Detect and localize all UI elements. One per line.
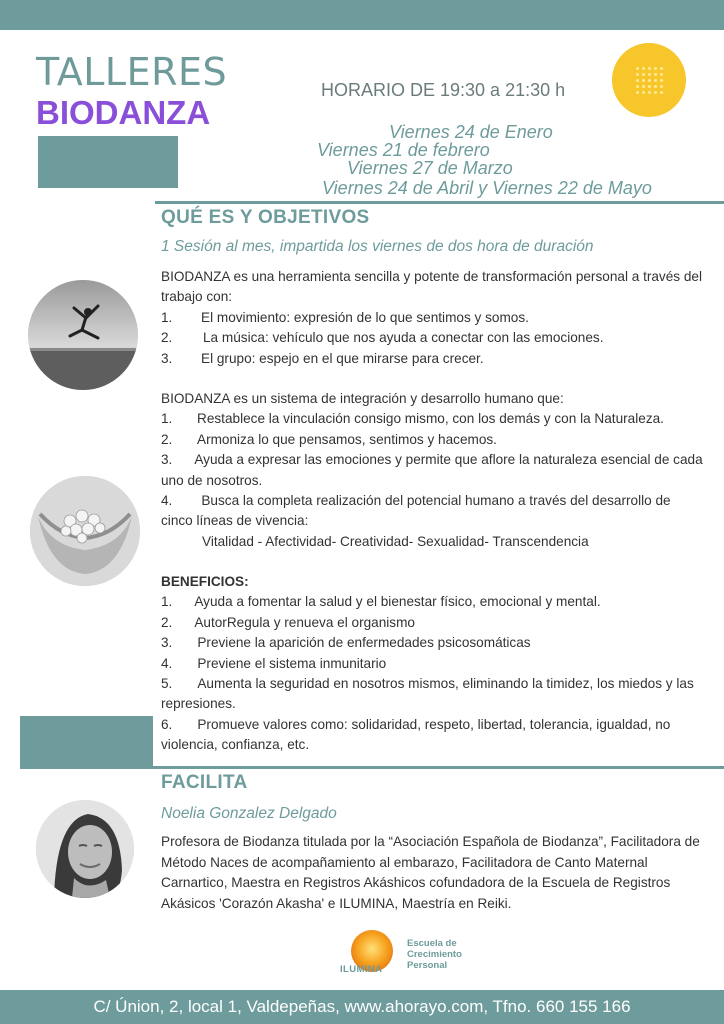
beneficios-heading: BENEFICIOS: (161, 574, 249, 589)
list-text: La música: vehículo que nos ayuda a conectar con las emociones. (203, 330, 604, 346)
list-item (161, 715, 706, 756)
list-number: 3. (161, 350, 173, 366)
date-4: Viernes 24 de Abril y Viernes 22 de Mayo (322, 178, 652, 198)
list-text: Ayuda a expresar las emociones y permite que aflore la naturaleza esencial de cada uno de nosotros. (161, 452, 703, 488)
date-2: Viernes 21 de febrero (317, 140, 490, 160)
list-number: 6. (161, 716, 173, 732)
schedule-hours: HORARIO DE 19:30 a 21:30 h (321, 80, 566, 100)
logo-tagline (407, 938, 462, 971)
list-item (161, 349, 706, 369)
list-text: Previene el sistema inmunitario (197, 655, 387, 671)
hands-flowers-photo (30, 476, 140, 586)
list-text: Busca la completa realización del potencial humano a través del desarrollo de cinco líneas de vivencia: (161, 493, 671, 529)
list-item (161, 674, 706, 715)
footer-address: C/ Únion, 2, local 1, Valdepeñas, www.ahorayo.com, Tfno. 660 155 166 (93, 997, 631, 1016)
list-number: 1. (161, 309, 173, 325)
list-number: 2. (161, 330, 173, 346)
logo-tagline-line: Personal (407, 960, 448, 971)
list-text: El grupo: espejo en el que mirarse para crecer. (201, 350, 484, 366)
list-text: El movimiento: expresión de lo que sentimos y somos. (201, 309, 529, 325)
list-item (161, 491, 706, 532)
list-number: 3. (161, 635, 173, 651)
list-text: Armoniza lo que pensamos, sentimos y hacemos. (197, 431, 497, 447)
list-item (161, 430, 706, 450)
beneficios-section (161, 572, 706, 756)
intro2-paragraph: BIODANZA es un sistema de integración y desarrollo humano que: (161, 391, 564, 407)
facilitator-portrait (36, 800, 134, 898)
intro-paragraph: BIODANZA es una herramienta sencilla y potente de transformación personal a través del trabajo con: (161, 269, 703, 305)
logo-wordmark: ILUMINA (340, 964, 383, 975)
list-text: Ayuda a fomentar la salud y el bienestar físico, emocional y mental. (194, 594, 601, 610)
list-item (161, 328, 706, 348)
list-item (161, 633, 706, 653)
decorative-block (20, 716, 153, 768)
section-divider (155, 201, 724, 204)
list-number: 4. (161, 655, 173, 671)
list-text: Aumenta la seguridad en nosotros mismos, eliminando la timidez, los miedos y las represiones. (161, 676, 694, 712)
section-divider (20, 766, 724, 769)
title-biodanza: BIODANZA (36, 94, 211, 131)
list-number: 1. (161, 594, 173, 610)
list-number: 5. (161, 676, 173, 692)
list-number: 3. (161, 452, 173, 468)
logo-tagline-line: Escuela de (407, 938, 457, 949)
date-3: Viernes 27 de Marzo (347, 158, 513, 178)
section-heading-facilita: FACILITA (161, 772, 248, 793)
vivencias-line: Vitalidad - Afectividad- Creatividad- Sexualidad- Transcendencia (202, 533, 589, 549)
facilitator-name: Noelia Gonzalez Delgado (161, 805, 337, 822)
que-es-body (161, 267, 706, 552)
section-heading-que-es: QUÉ ES Y OBJETIVOS (161, 207, 370, 228)
list-item (161, 592, 706, 612)
session-subtitle: 1 Sesión al mes, impartida los viernes de dos hora de duración (161, 238, 594, 255)
decorative-block (38, 136, 178, 188)
facilitator-bio: Profesora de Biodanza titulada por la “Asociación Española de Biodanza”, Facilitadora de Método Naces de acompañamiento al embarazo, Facilitadora de Canto Maternal Carnartico, Maestra en Registros Akáshicos cofundadora de la Escuela de Registros Akásicos 'Corazón Akasha' e ILUMINA, Maestría en Reiki. (161, 834, 700, 911)
list-item (161, 308, 706, 328)
list-number: 4. (161, 493, 173, 509)
list-number: 2. (161, 431, 173, 447)
sun-logo-icon (612, 43, 686, 117)
list-item (161, 450, 706, 491)
top-bar (0, 0, 724, 30)
list-item (161, 654, 706, 674)
list-text: AutorRegula y renueva el organismo (194, 614, 415, 630)
date-1: Viernes 24 de Enero (389, 122, 553, 142)
title-talleres: TALLERES (36, 50, 228, 94)
list-text: Restablece la vinculación consigo mismo, con los demás y con la Naturaleza. (197, 411, 664, 427)
logo-tagline-line: Crecimiento (407, 949, 462, 960)
list-text: Previene la aparición de enfermedades psicosomáticas (197, 635, 531, 651)
jumping-person-photo (28, 280, 138, 390)
list-number: 1. (161, 411, 173, 427)
list-item (161, 409, 706, 429)
list-item (161, 613, 706, 633)
list-text: Promueve valores como: solidaridad, respeto, libertad, tolerancia, igualdad, no violencia, confianza, etc. (161, 716, 671, 753)
list-number: 2. (161, 614, 173, 630)
